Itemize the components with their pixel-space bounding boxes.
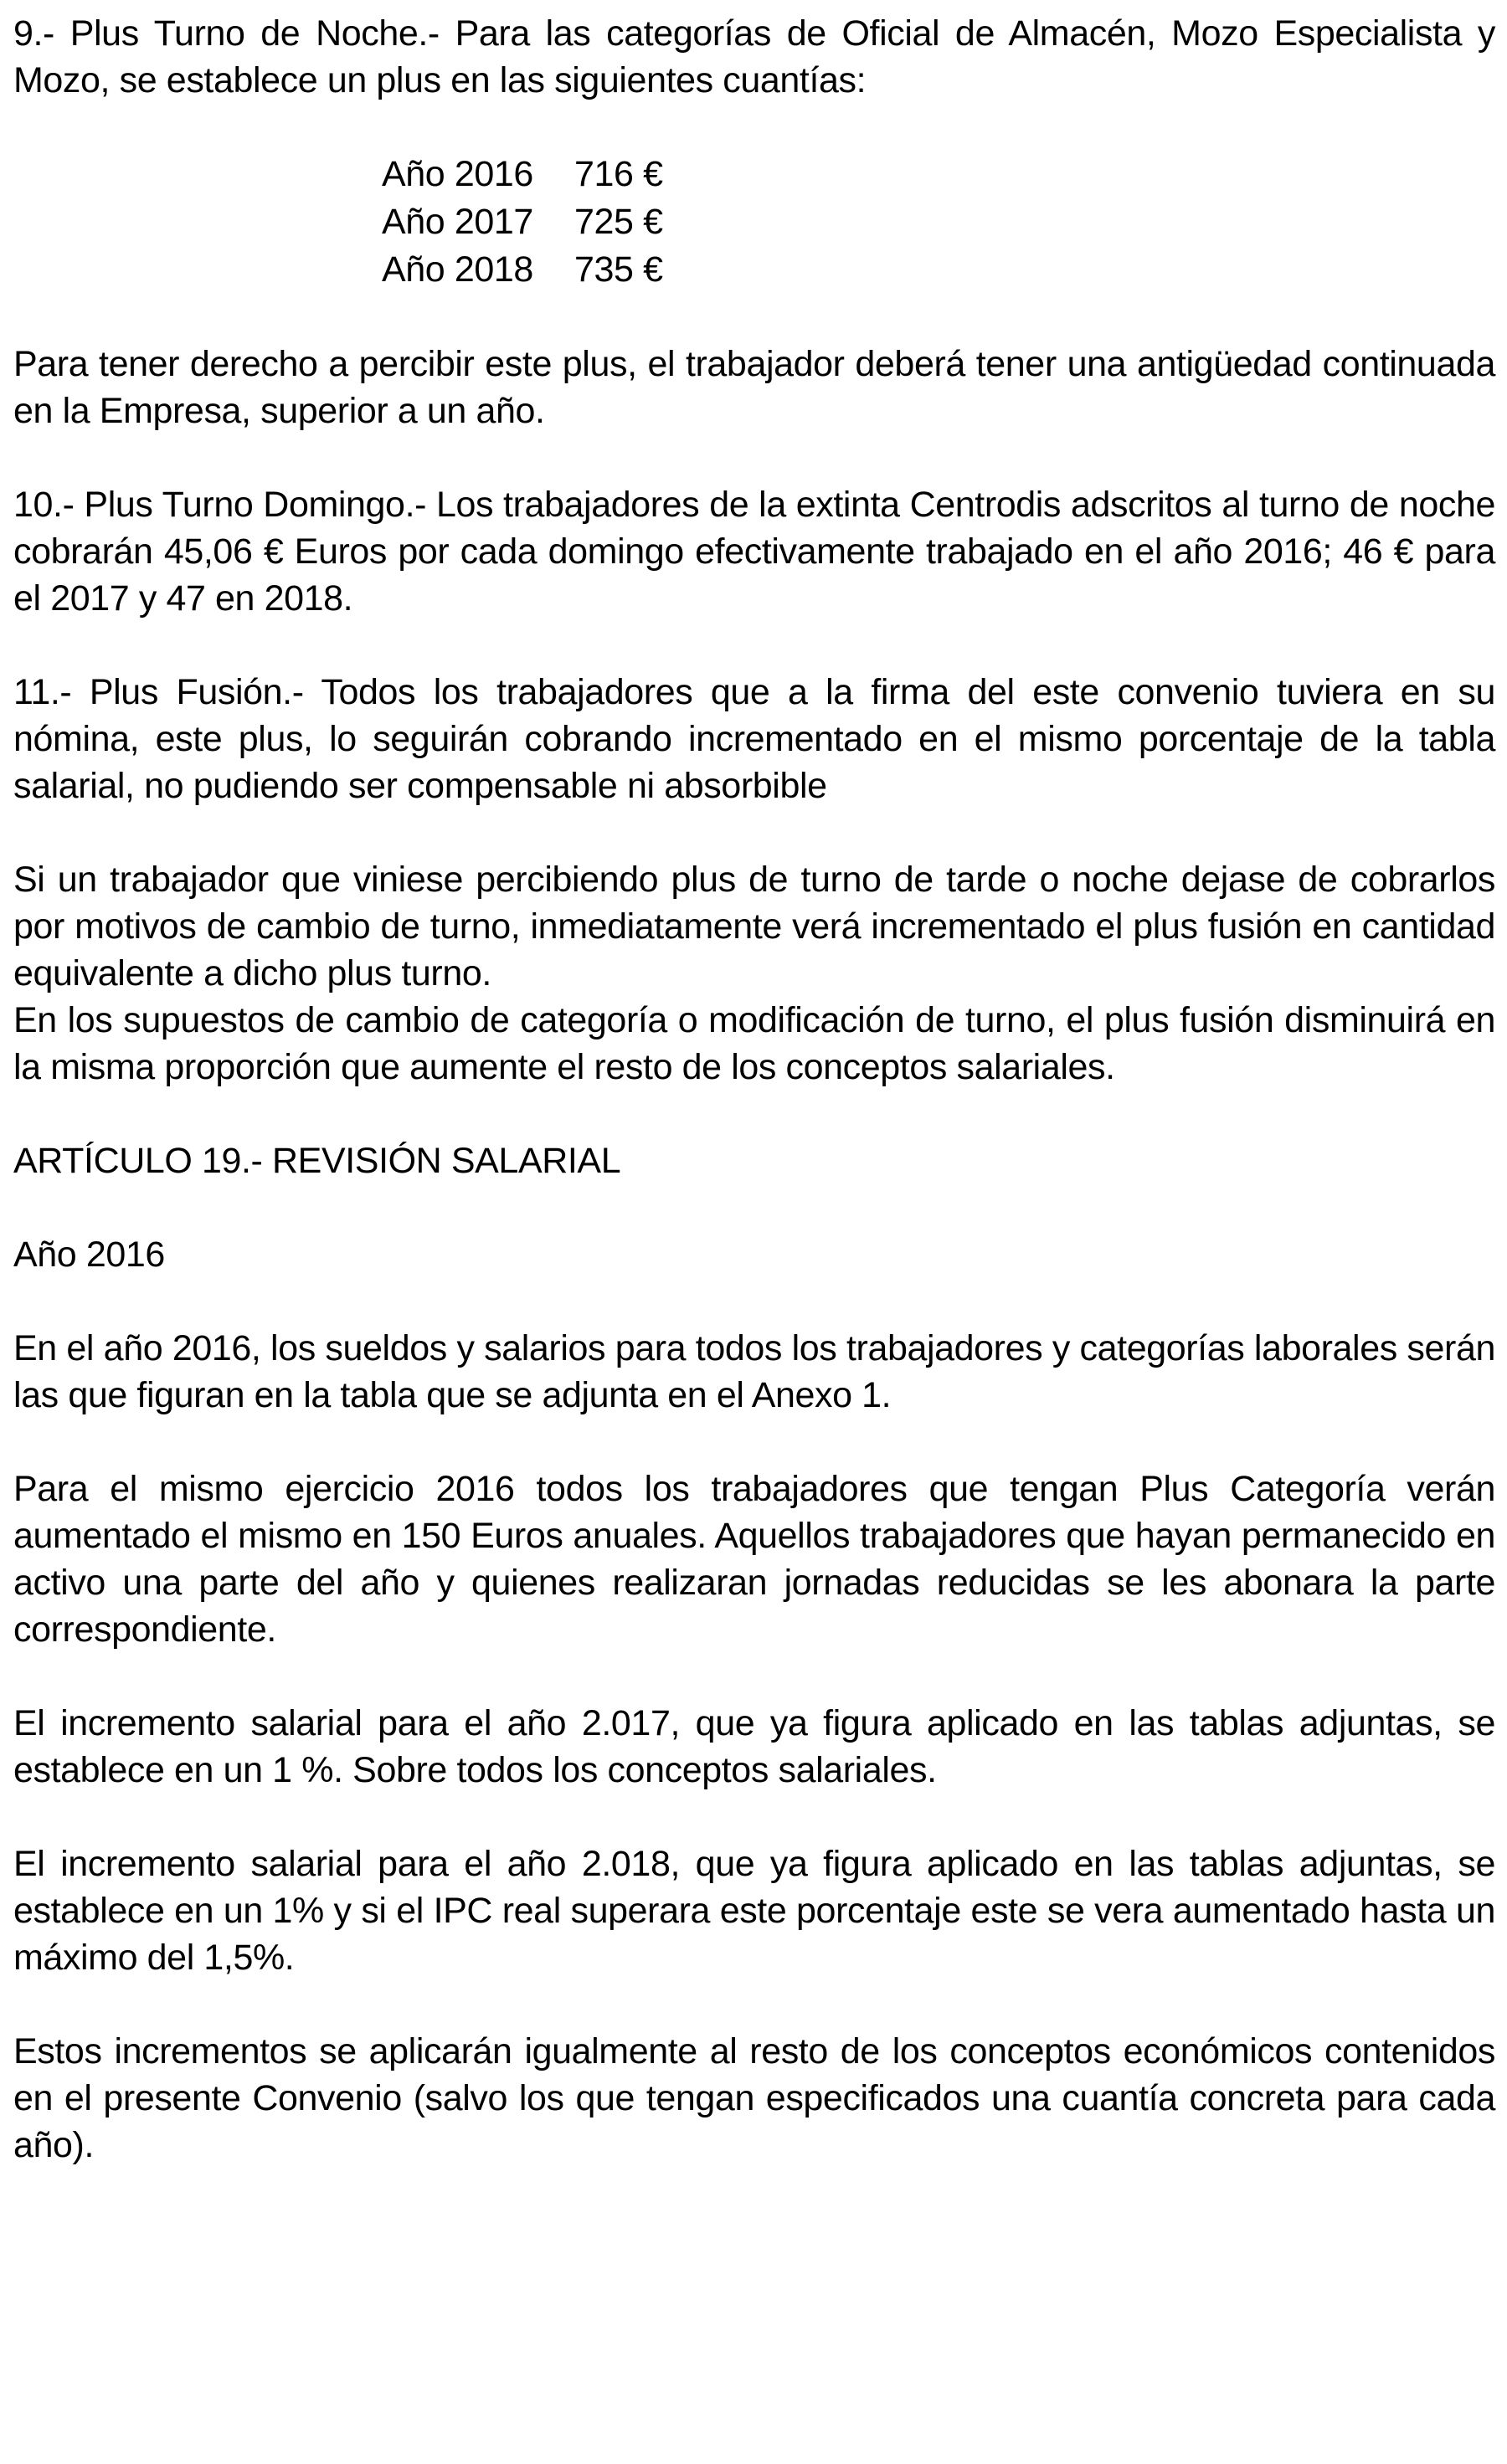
amount-row bbox=[382, 198, 1495, 246]
section-11-paragraph-2: Si un trabajador que viniese percibiendo plus de turno de tarde o noche dejase de cobrarlos por motivos de cambio de turno, inmediatamente verá incrementado el plus fusión en cantidad equivalente a dicho plus turno. bbox=[13, 860, 1495, 993]
article-19-paragraph-3: El incremento salarial para el año 2.017, que ya figura aplicado en las tablas adjuntas, se establece en un 1 %. Sobre todos los conceptos salariales. bbox=[13, 1703, 1495, 1790]
section-11-paragraph-3: En los supuestos de cambio de categoría o modificación de turno, el plus fusión disminuirá en la misma proporción que aumente el resto de los conceptos salariales. bbox=[13, 1000, 1495, 1087]
night-shift-amounts-table bbox=[382, 151, 1495, 294]
amount-row bbox=[382, 151, 1495, 198]
article-19-paragraph-2: Para el mismo ejercicio 2016 todos los trabajadores que tengan Plus Categoría verán aumentado el mismo en 150 Euros anuales. Aquellos trabajadores que hayan permanecido en activo una parte del año y quienes realizaran jornadas reducidas se les abonara la parte correspondiente. bbox=[13, 1469, 1495, 1650]
article-19-paragraph-5: Estos incrementos se aplicarán igualmente al resto de los conceptos económicos contenidos en el presente Convenio (salvo los que tengan especificados una cuantía concreta para cada año). bbox=[13, 2031, 1495, 2165]
amount-year: Año 2018 bbox=[382, 249, 533, 290]
article-19-paragraph-4: El incremento salarial para el año 2.018, que ya figura aplicado en las tablas adjuntas, se establece en un 1% y si el IPC real superara este porcentaje este se vera aumentado hasta un máximo del 1,5%. bbox=[13, 1844, 1495, 1978]
article-19-subheading: Año 2016 bbox=[13, 1235, 165, 1275]
section-9-intro: 9.- Plus Turno de Noche.- Para las categorías de Oficial de Almacén, Mozo Especialista y Mozo, se establece un plus en las siguientes cuantías: bbox=[13, 13, 1495, 100]
article-19-paragraph-1: En el año 2016, los sueldos y salarios para todos los trabajadores y categorías laborales serán las que figuran en la tabla que se adjunta en el Anexo 1. bbox=[13, 1328, 1495, 1415]
amount-value: 735 € bbox=[574, 249, 663, 290]
section-10-text: 10.- Plus Turno Domingo.- Los trabajadores de la extinta Centrodis adscritos al turno de noche cobrarán 45,06 € Euros por cada domingo efectivamente trabajado en el año 2016; 46 € para el 2017 y 47 en 2018. bbox=[13, 485, 1495, 619]
document-page bbox=[13, 10, 1495, 2169]
section-9-condition: Para tener derecho a percibir este plus, el trabajador deberá tener una antigüedad continuada en la Empresa, superior a un año. bbox=[13, 344, 1495, 431]
amount-year: Año 2017 bbox=[382, 202, 533, 242]
amount-value: 725 € bbox=[574, 202, 663, 242]
article-19-heading: ARTÍCULO 19.- REVISIÓN SALARIAL bbox=[13, 1141, 621, 1181]
amount-value: 716 € bbox=[574, 154, 663, 194]
section-11-text: 11.- Plus Fusión.- Todos los trabajadores que a la firma del este convenio tuviera en su nómina, este plus, lo seguirán cobrando incrementado en el mismo porcentaje de la tabla salarial, no pudiendo ser compensable ni absorbible bbox=[13, 672, 1495, 806]
amount-row bbox=[382, 246, 1495, 294]
amount-year: Año 2016 bbox=[382, 154, 533, 194]
